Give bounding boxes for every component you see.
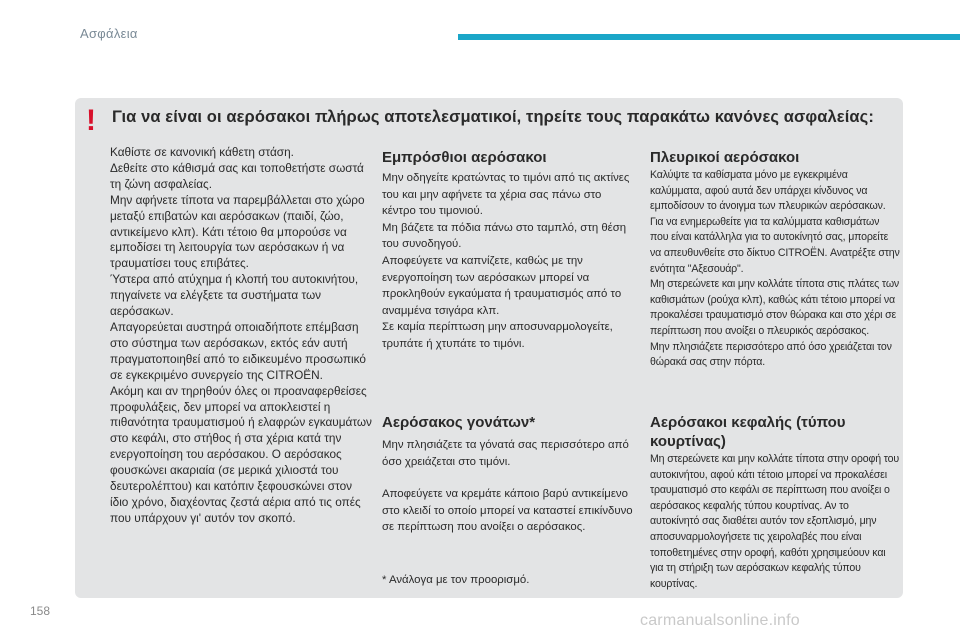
exclamation-icon: !: [86, 104, 96, 137]
page-number: 158: [30, 604, 51, 618]
side-airbags-title: Πλευρικοί αερόσακοι: [650, 149, 800, 166]
side-airbags-text: Καλύψτε τα καθίσματα μόνο με εγκεκριμένα καλύμματα, αφού αυτά δεν υπάρχει κίνδυνος να εμποδίσουν το άνοιγμα των πλευρικών αερόσακων. Για να ενημερωθείτε για τα καλύμματα καθισμάτων που είναι κατάλληλα για το αυτοκίνητό σας, μπορείτε να απευθυνθείτε στο δίκτυο CITROËN. Ανατρέξτε στην ενότητα "Αξεσουάρ". Μη στερεώνετε και μην κολλάτε τίποτα στις πλάτες των καθισμάτων (ρούχα κλπ), καθώς κάτι τέτοιο μπορεί να προκαλέσει τραυματισμό στον θώρακα και στο χέρι σε περίπτωση που ανοίξει ο πλευρικός αερόσακος. Μην πλησιάζετε περισσότερο από όσο χρειάζεται τον θώρακά σας στην πόρτα.: [650, 169, 900, 369]
knee-airbag-text: Μην πλησιάζετε τα γόνατά σας περισσότερο από όσο χρειάζεται στο τιμόνι.: [382, 439, 629, 468]
header-accent-bar: [458, 34, 960, 40]
curtain-airbags-title: Αερόσακοι κεφαλής (τύπου κουρτίνας): [650, 414, 846, 450]
watermark: carmanualsonline.info: [640, 612, 800, 629]
general-rules-text: Καθίστε σε κανονική κάθετη στάση. Δεθείτε στο κάθισμά σας και τοποθετήστε σωστά τη ζώνη ασφαλείας. Μην αφήνετε τίποτα να παρεμβάλλεται στο χώρο μεταξύ επιβατών και αερόσακων (παιδί, ζώο, αντικείμενο κλπ). Κάτι τέτοιο θα μπορούσε να εμποδίσει τη λειτουργία των αερόσακων ή να τραυματίσει τους επιβάτες. Ύστερα από ατύχημα ή κλοπή του αυτοκινήτου, πηγαίνετε να ελέγξετε τα συστήματα των αερόσακων. Απαγορεύεται αυστηρά οποιαδήποτε επέμβαση στο σύστημα των αερόσακων, εκτός εάν αυτή πραγματοποιηθεί από το ειδικευμένο προσωπικό σε εγκεκριμένο συνεργείο της CITROËN. Ακόμη και αν τηρηθούν όλες οι προαναφερθείσες προφυλάξεις, δεν μπορεί να αποκλειστεί η πιθανότητα τραυματισμού ή ελαφρών εγκαυμάτων στο κεφάλι, στο στήθος ή στα χέρια κατά την ενεργοποίηση του αερόσακου. Ο αερόσακος φουσκώνει ακαριαία (σε μερικά χιλιοστά του δευτερολέπτου) και κατόπιν ξεφουσκώνει στον ίδιο χρόνο, διαχέοντας ζεστά αέρια από τις οπές που υπάρχουν γι' αυτόν τον σκοπό.: [110, 145, 372, 525]
section-header: Ασφάλεια: [80, 26, 138, 41]
front-airbags-title: Εμπρόσθιοι αερόσακοι: [382, 149, 547, 166]
panel-title: Για να είναι οι αερόσακοι πλήρως αποτελεσματικοί, τηρείτε τους παρακάτω κανόνες ασφαλείας:: [112, 108, 874, 126]
curtain-airbags-text: Μη στερεώνετε και μην κολλάτε τίποτα στην οροφή του αυτοκινήτου, αφού κάτι τέτοιο μπορεί να προκαλέσει τραυματισμό στο κεφάλι σε περίπτωση που ανοίξει ο αερόσακος κεφαλής τύπου κουρτίνας. Αν το αυτοκίνητό σας διαθέτει αυτόν τον εξοπλισμό, μην αποσυναρμολογήσετε τις χειρολαβές που είναι τοποθετημένες στην οροφή, καθότι χρησιμεύουν και για τη στήριξη των αερόσακων κεφαλής τύπου κουρτίνας.: [650, 453, 900, 590]
knee-airbag-title: Αερόσακος γονάτων*: [382, 414, 536, 431]
knee-airbag-text-2: Αποφεύγετε να κρεμάτε κάποιο βαρύ αντικείμενο στο κλειδί το οποίο μπορεί να καταστεί επικίνδυνο σε περίπτωση που ανοίξει ο αερόσακος.: [382, 488, 633, 534]
front-airbags-text: Μην οδηγείτε κρατώντας το τιμόνι από τις ακτίνες του και μην αφήνετε τα χέρια σας πάνω στο κέντρο του τιμονιού. Μη βάζετε τα πόδια πάνω στο ταμπλό, στη θέση του συνοδηγού. Αποφεύγετε να καπνίζετε, καθώς με την ενεργοποίηση των αερόσακων μπορεί να προκληθούν εγκαύματα ή τραυματισμός από το αναμμένα τσιγάρα κλπ. Σε καμία περίπτωση μην αποσυναρμολογείτε, τρυπάτε ή χτυπάτε το τιμόνι.: [382, 172, 630, 350]
knee-airbag-footnote: * Ανάλογα με τον προορισμό.: [382, 574, 530, 586]
